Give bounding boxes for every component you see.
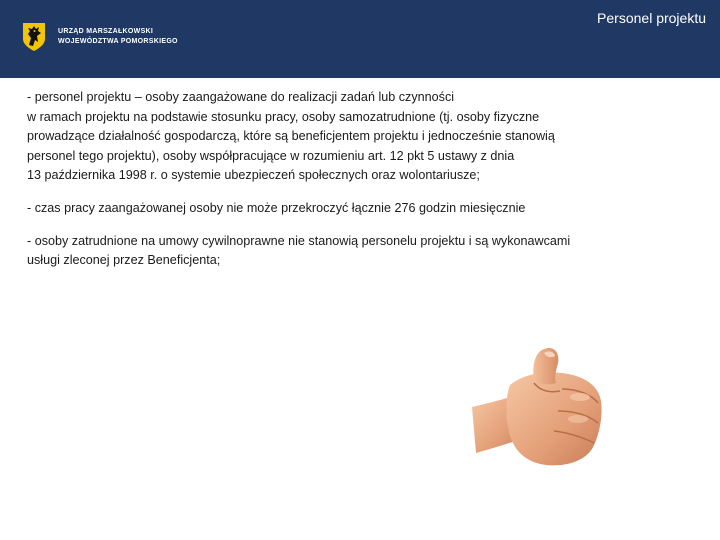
thumbs-up-image <box>470 345 610 495</box>
text-line: prowadzące działalność gospodarczą, które są beneficjentem projektu i jednocześnie stanowią <box>27 129 555 144</box>
slide-title: Personel projektu <box>597 10 706 26</box>
working-time-paragraph <box>27 199 677 219</box>
logo-line-2: WOJEWÓDZTWA POMORSKIEGO <box>58 38 178 45</box>
slide-content <box>27 88 677 271</box>
header-bar <box>0 0 720 78</box>
logo <box>22 22 178 52</box>
text-line: usługi zleconej przez Beneficjenta; <box>27 253 221 268</box>
logo-line-1: URZĄD MARSZAŁKOWSKI <box>58 28 154 35</box>
text-line: 13 października 1998 r. o systemie ubezpieczeń społecznych oraz wolontariusze; <box>27 168 480 183</box>
text-line: personel tego projektu), osoby współpracujące w rozumieniu art. 12 pkt 5 ustawy z dnia <box>27 148 515 163</box>
text-line: - personel projektu – osoby zaangażowane do realizacji zadań lub czynności <box>27 90 455 104</box>
griffin-emblem-icon <box>22 22 46 52</box>
definition-paragraph <box>27 88 677 186</box>
text-line: - czas pracy zaangażowanej osoby nie może przekroczyć łącznie 276 godzin miesięcznie <box>27 200 526 215</box>
civil-contracts-paragraph <box>27 232 677 271</box>
text-line: - osoby zatrudnione na umowy cywilnoprawne nie stanowią personelu projektu i są wykonawcami <box>27 233 571 248</box>
logo-text <box>58 27 178 47</box>
text-line: w ramach projektu na podstawie stosunku pracy, osoby samozatrudnione (tj. osoby fizyczne <box>27 109 540 124</box>
